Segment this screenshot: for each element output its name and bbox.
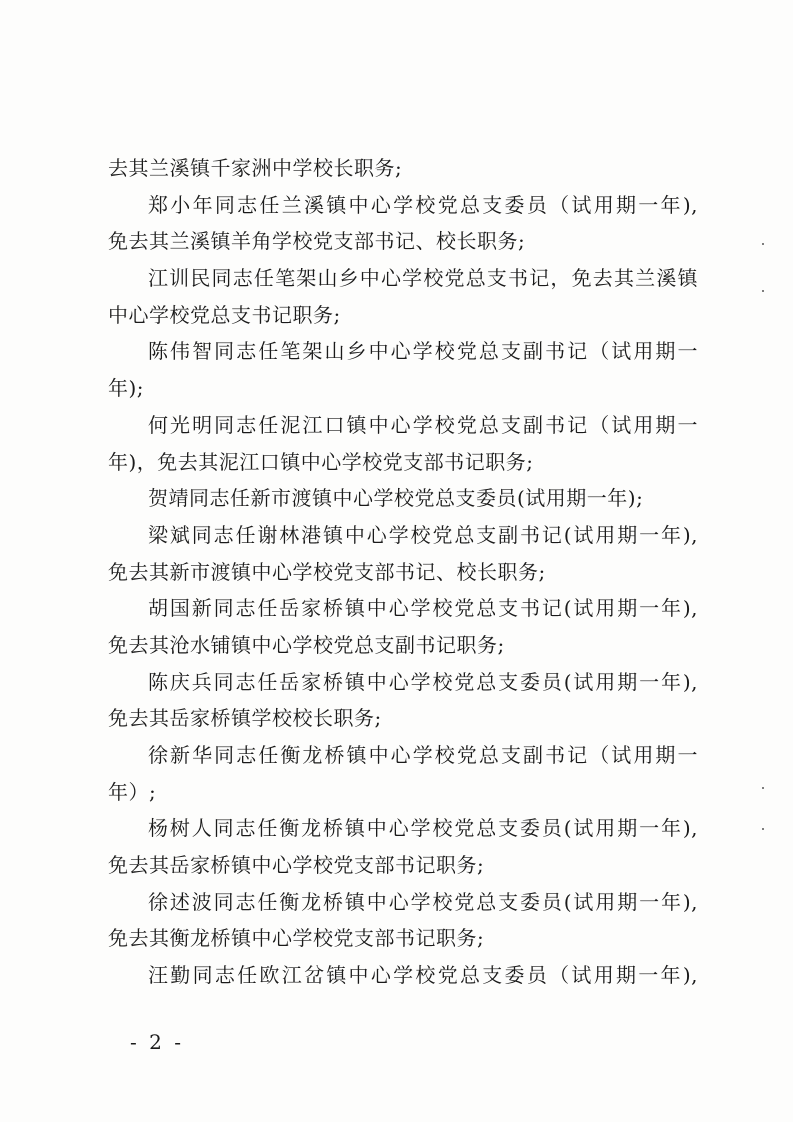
page-number: - 2 - — [130, 1030, 184, 1054]
text-line: 免去其衡龙桥镇中心学校党支部书记职务; — [108, 926, 485, 951]
scan-speck — [762, 290, 764, 292]
text-line: 贺靖同志任新市渡镇中心学校党总支委员(试用期一年); — [148, 486, 644, 511]
document-body — [108, 150, 698, 994]
text-line: 胡国新同志任岳家桥镇中心学校党总支书记(试用期一年), — [148, 596, 698, 621]
text-line: 免去其兰溪镇羊角学校党支部书记、校长职务; — [108, 229, 526, 254]
text-line: 徐新华同志任衡龙桥镇中心学校党总支副书记（试用期一 — [148, 743, 698, 767]
text-line: 郑小年同志任兰溪镇中心学校党总支委员（试用期一年), — [148, 192, 698, 217]
text-line: 陈庆兵同志任岳家桥镇中心学校党总支委员(试用期一年), — [148, 669, 698, 694]
text-line: 何光明同志任泥江口镇中心学校党总支副书记（试用期一 — [148, 412, 698, 437]
text-line: 杨树人同志任衡龙桥镇中心学校党总支委员(试用期一年), — [148, 816, 698, 841]
text-line: 中心学校党总支书记职务; — [108, 302, 341, 327]
scan-speck — [762, 828, 764, 830]
text-line: 免去其新市渡镇中心学校党支部书记、校长职务; — [108, 559, 546, 584]
text-line: 免去其岳家桥镇中心学校党支部书记职务; — [108, 853, 485, 878]
text-line: 陈伟智同志任笔架山乡中心学校党总支副书记（试用期一 — [148, 339, 698, 364]
text-line: 年）; — [108, 779, 157, 804]
text-line: 梁斌同志任谢林港镇中心学校党总支副书记(试用期一年), — [148, 522, 698, 547]
text-line: 年); — [108, 376, 145, 401]
text-line: 免去其沧水铺镇中心学校党总支副书记职务; — [108, 632, 505, 657]
text-line: 徐述波同志任衡龙桥镇中心学校党总支委员(试用期一年), — [148, 889, 698, 914]
text-line: 年)，免去其泥江口镇中心学校党支部书记职务; — [108, 449, 534, 474]
text-line: 免去其岳家桥镇学校校长职务; — [108, 706, 382, 731]
text-line: 去其兰溪镇千家洲中学校长职务; — [108, 156, 403, 180]
text-line: 江训民同志任笔架山乡中心学校党总支书记，免去其兰溪镇 — [148, 266, 698, 291]
scan-speck — [762, 243, 764, 245]
scan-speck — [762, 787, 764, 789]
text-line: 汪勤同志任欧江岔镇中心学校党总支委员（试用期一年), — [148, 963, 698, 988]
